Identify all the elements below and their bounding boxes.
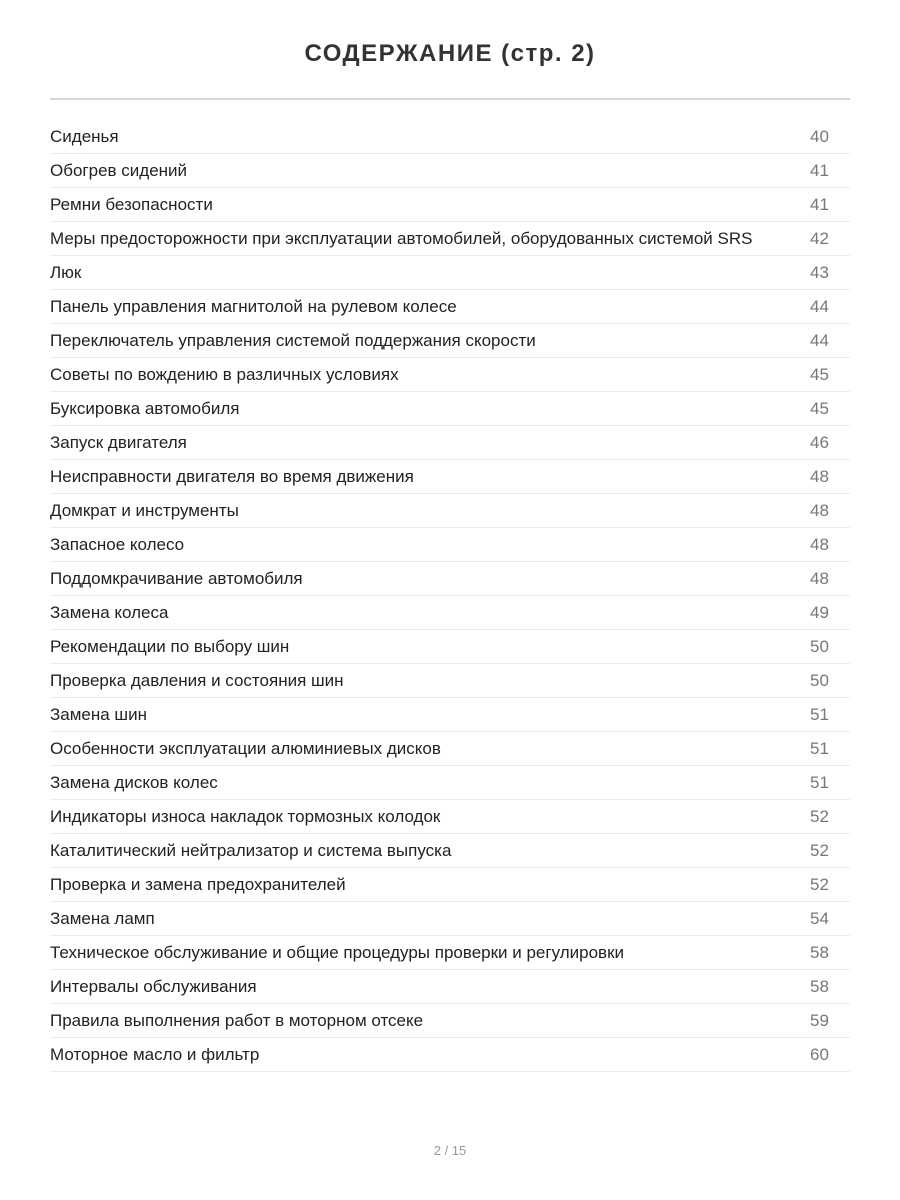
- toc-entry[interactable]: [50, 902, 850, 936]
- toc-entry-label: Сиденья: [50, 126, 119, 146]
- toc-entry[interactable]: [50, 290, 850, 324]
- toc-entry-page: 54: [810, 908, 829, 928]
- toc-entry-label: Буксировка автомобиля: [50, 398, 240, 418]
- toc-entry[interactable]: [50, 528, 850, 562]
- toc-entry-label: Запасное колесо: [50, 534, 185, 554]
- title-divider: [50, 98, 850, 100]
- toc-entry-page: 48: [810, 568, 829, 588]
- toc-entry-label: Интервалы обслуживания: [50, 976, 257, 996]
- toc-entry-page: 42: [810, 228, 829, 248]
- toc-entry-page: 58: [810, 942, 829, 962]
- toc-entry-label: Правила выполнения работ в моторном отсеке: [50, 1010, 424, 1030]
- toc-entry[interactable]: [50, 664, 850, 698]
- toc-entry[interactable]: [50, 324, 850, 358]
- toc-entry[interactable]: [50, 732, 850, 766]
- toc-entry-label: Индикаторы износа накладок тормозных колодок: [50, 806, 441, 826]
- toc-entry-page: 45: [810, 398, 829, 418]
- toc-entry-page: 48: [810, 500, 829, 520]
- toc-entry-page: 49: [810, 602, 829, 622]
- toc-entry[interactable]: [50, 596, 850, 630]
- toc-entry-page: 52: [810, 874, 829, 894]
- toc-entry-page: 51: [810, 738, 829, 758]
- toc-entry-label: Переключатель управления системой поддержания скорости: [50, 330, 536, 350]
- toc-entry-page: 52: [810, 806, 829, 826]
- toc-entry[interactable]: [50, 1004, 850, 1038]
- page-indicator: 2 / 15: [433, 1143, 467, 1158]
- toc-entry-page: 52: [810, 840, 829, 860]
- toc-entry-label: Проверка и замена предохранителей: [50, 874, 346, 894]
- toc-entry[interactable]: [50, 188, 850, 222]
- toc-entry-page: 45: [810, 364, 829, 384]
- toc-entry-label: Панель управления магнитолой на рулевом колесе: [50, 296, 457, 316]
- toc-entry-page: 50: [810, 636, 829, 656]
- toc-entry-page: 43: [810, 262, 829, 282]
- toc-entry[interactable]: [50, 392, 850, 426]
- toc-entry[interactable]: [50, 460, 850, 494]
- toc-entry-label: Каталитический нейтрализатор и система выпуска: [50, 840, 452, 860]
- toc-entry-page: 59: [810, 1010, 829, 1030]
- toc-entry-label: Поддомкрачивание автомобиля: [50, 568, 303, 588]
- toc-entry-label: Ремни безопасности: [50, 194, 213, 214]
- toc-entry-page: 40: [810, 126, 829, 146]
- toc-entry[interactable]: [50, 562, 850, 596]
- toc-entry-label: Замена дисков колес: [50, 772, 218, 792]
- toc-entry[interactable]: [50, 154, 850, 188]
- toc-entry-label: Замена шин: [50, 704, 147, 724]
- toc-entry-page: 60: [810, 1044, 829, 1064]
- toc-entry[interactable]: [50, 256, 850, 290]
- toc-entry-label: Моторное масло и фильтр: [50, 1044, 260, 1064]
- toc-entry[interactable]: [50, 222, 850, 256]
- toc-entry-label: Проверка давления и состояния шин: [50, 670, 344, 690]
- page-title: СОДЕРЖАНИЕ (стр. 2): [304, 40, 596, 67]
- toc-entry-page: 44: [810, 296, 829, 316]
- toc-entry[interactable]: [50, 494, 850, 528]
- toc-entry-label: Особенности эксплуатации алюминиевых дисков: [50, 738, 441, 758]
- toc-entry[interactable]: [50, 358, 850, 392]
- toc-entry-page: 46: [810, 432, 829, 452]
- toc-entry-label: Запуск двигателя: [50, 432, 187, 452]
- toc-entry-page: 51: [810, 772, 829, 792]
- toc-entry[interactable]: [50, 630, 850, 664]
- toc-entry-label: Меры предосторожности при эксплуатации автомобилей, оборудованных системой SRS: [50, 228, 753, 248]
- toc-entry-label: Домкрат и инструменты: [50, 500, 239, 520]
- toc-entry-page: 50: [810, 670, 829, 690]
- toc-entry[interactable]: [50, 766, 850, 800]
- toc-entry-page: 58: [810, 976, 829, 996]
- toc-entry[interactable]: [50, 698, 850, 732]
- toc-entry[interactable]: [50, 970, 850, 1004]
- toc-entry-label: Неисправности двигателя во время движения: [50, 466, 414, 486]
- toc-entry-page: 51: [810, 704, 829, 724]
- toc-entry-label: Рекомендации по выбору шин: [50, 636, 290, 656]
- toc-entry[interactable]: [50, 936, 850, 970]
- toc-entry-label: Люк: [50, 262, 82, 282]
- toc-entry-label: Техническое обслуживание и общие процедуры проверки и регулировки: [50, 942, 625, 962]
- toc-entry[interactable]: [50, 120, 850, 154]
- toc-entry-page: 44: [810, 330, 829, 350]
- toc-entry-page: 41: [810, 160, 829, 180]
- toc-entry-label: Обогрев сидений: [50, 160, 188, 180]
- toc-entry-page: 48: [810, 534, 829, 554]
- toc-entry-page: 48: [810, 466, 829, 486]
- toc-entry-label: Советы по вождению в различных условиях: [50, 364, 399, 384]
- toc-entry[interactable]: [50, 800, 850, 834]
- toc-entry[interactable]: [50, 1038, 850, 1072]
- toc-entry-label: Замена колеса: [50, 602, 169, 622]
- toc-entry-page: 41: [810, 194, 829, 214]
- toc-entry[interactable]: [50, 834, 850, 868]
- toc-entry[interactable]: [50, 868, 850, 902]
- toc-list: [50, 120, 850, 1072]
- toc-entry-label: Замена ламп: [50, 908, 155, 928]
- toc-entry[interactable]: [50, 426, 850, 460]
